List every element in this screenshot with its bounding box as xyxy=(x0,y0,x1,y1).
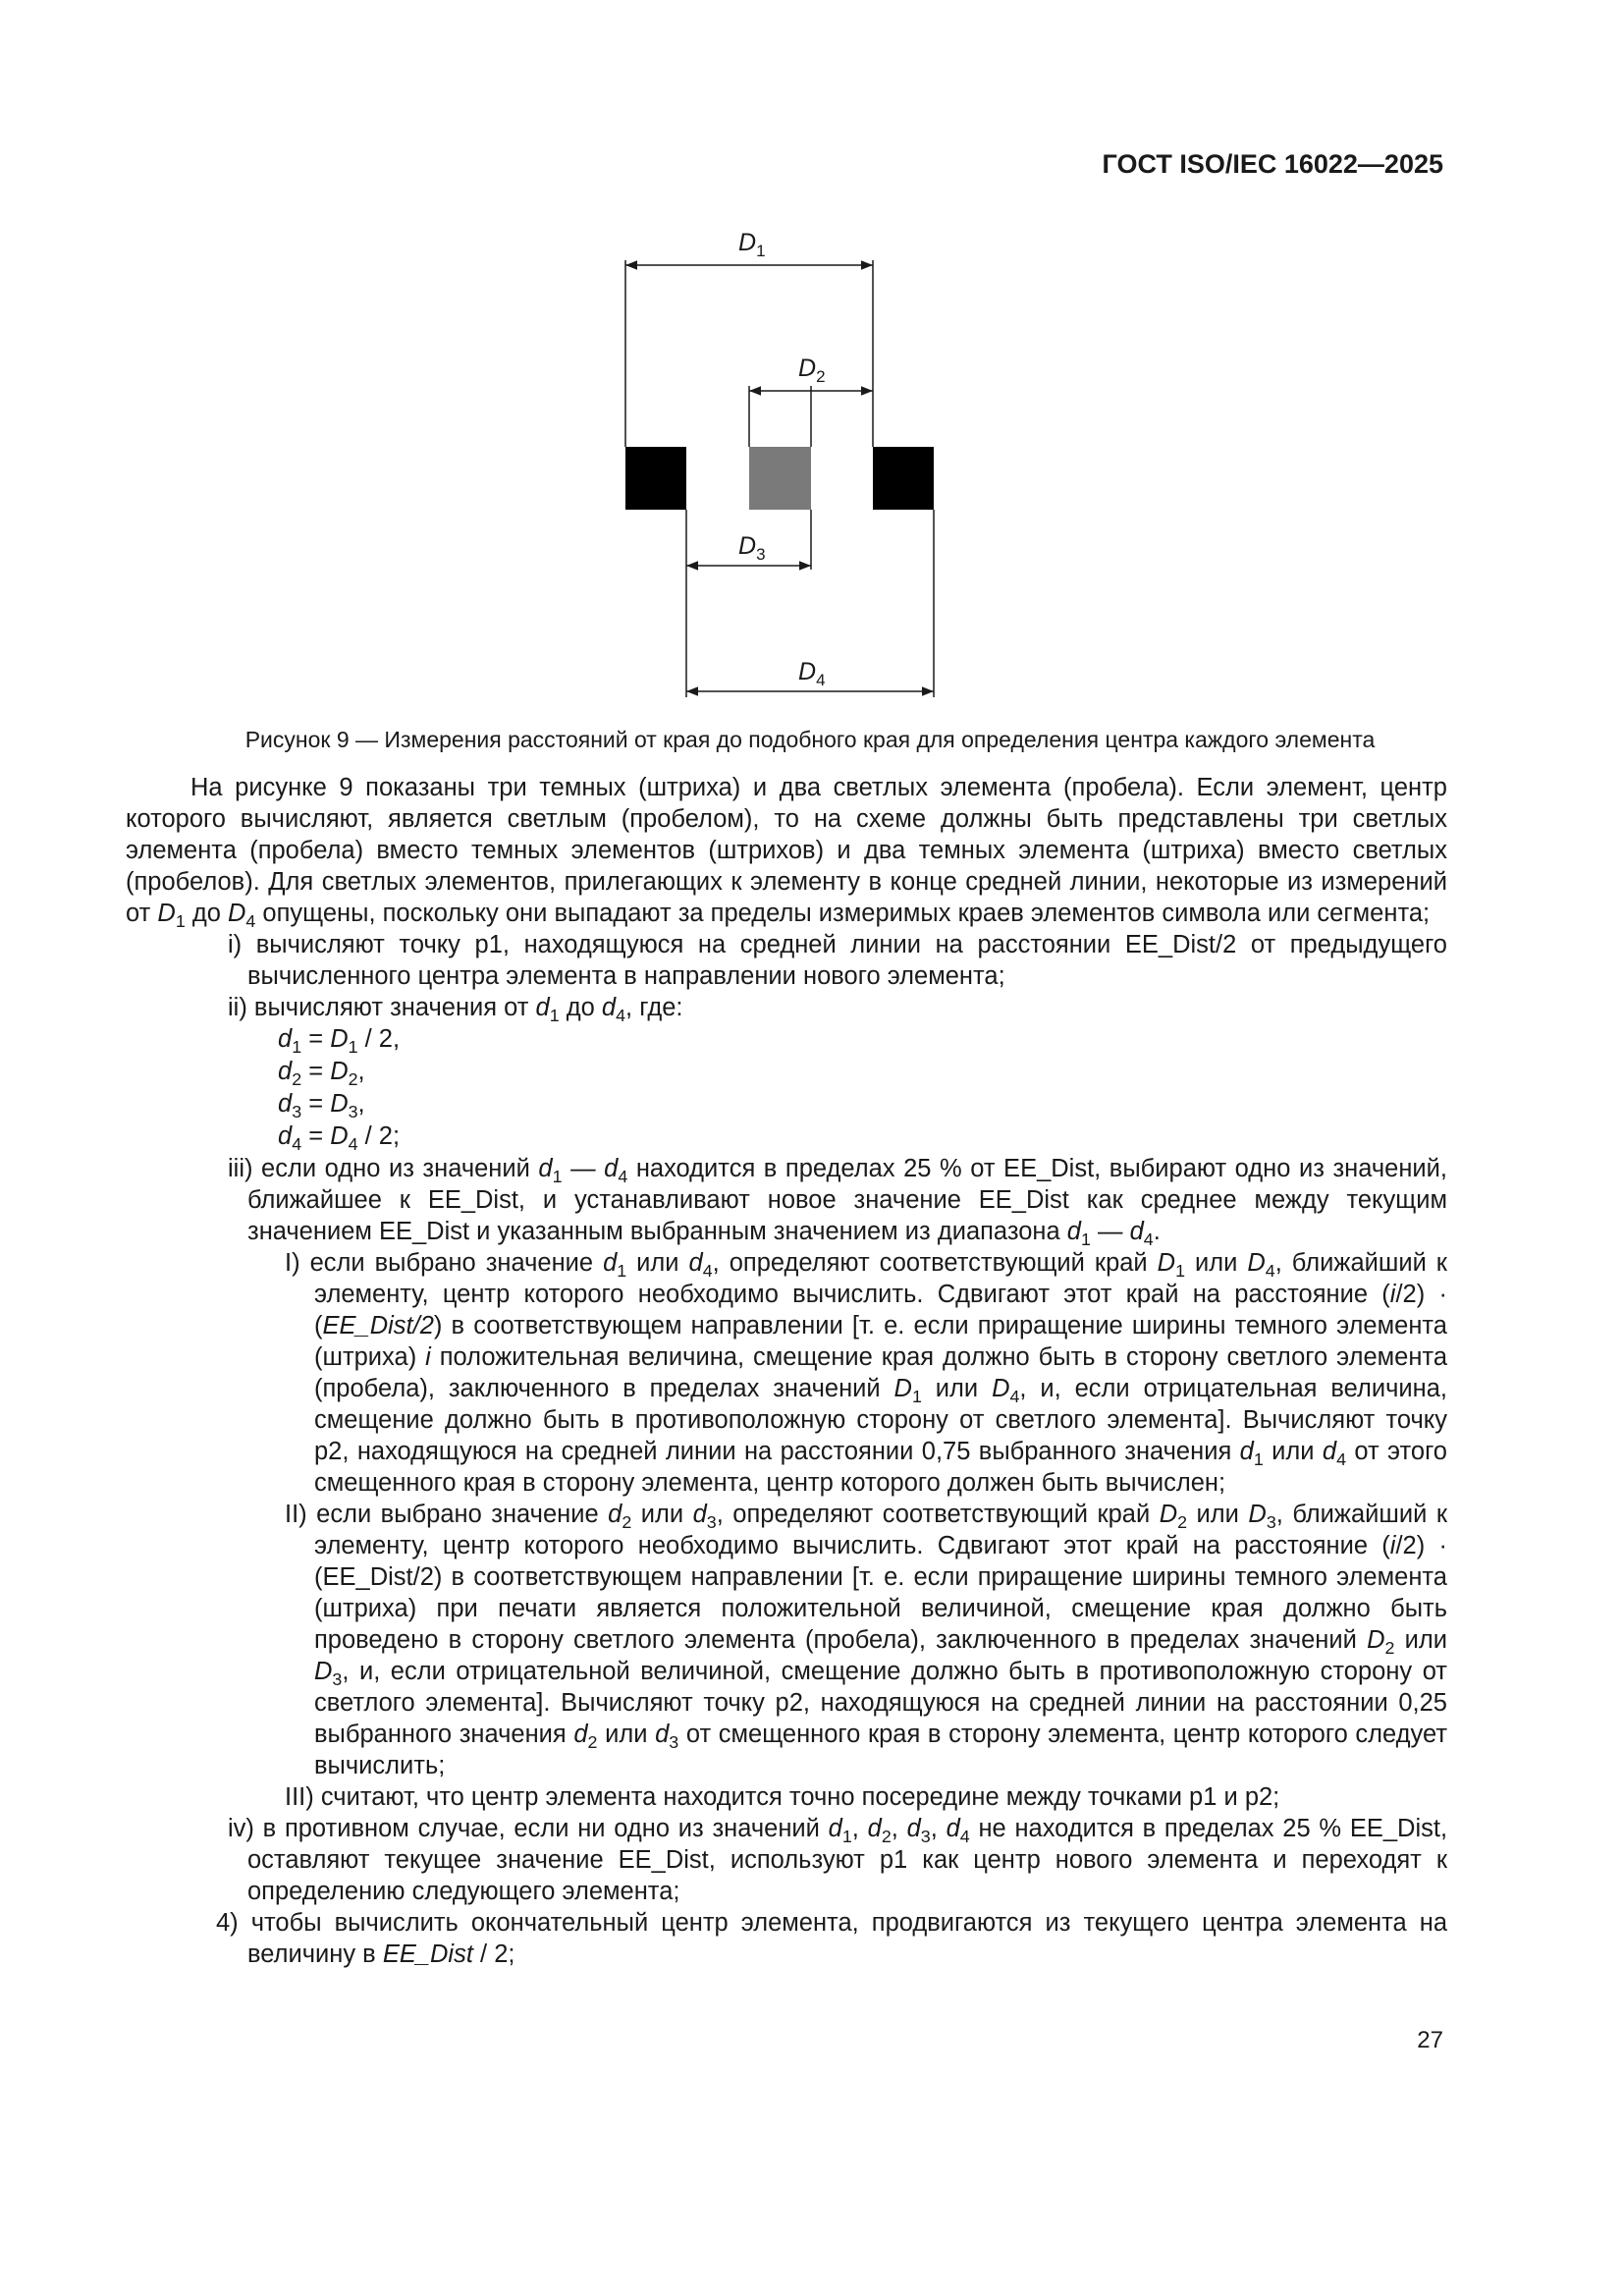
formula-d1: $d_1 = D_1 / 2$, xyxy=(278,1025,401,1058)
document-header: ГОСТ ISO/IEC 16022—2025 xyxy=(1102,149,1443,179)
formula-d4: $d_4 = D_4 / 2$; xyxy=(278,1122,401,1155)
dark-element-left xyxy=(625,447,686,510)
dark-element-right xyxy=(873,447,934,510)
list-item-iii: iii) если одно из значений $d_1$ — $d_4$ находится в пределах 25 % от EE_Dist, выбирают одно из значений, ближайшее к EE_Dist, и устанавливают новое значение EE_Dist как среднее между текущим значением EE_Dist и указанным выбранным значением из диапазона $d_1$ — $d_4$. xyxy=(228,1155,1447,1250)
body-text xyxy=(126,772,1447,1970)
light-element-center xyxy=(749,447,811,510)
label-d2: $D_2$ xyxy=(798,355,826,386)
formula-d2: $d_2 = D_2$, xyxy=(278,1058,365,1090)
figure-caption: Рисунок 9 — Измерения расстояний от края до подобного края для определения центра каждого элемента xyxy=(244,727,1376,752)
label-d3: $D_3$ xyxy=(738,532,766,564)
list-item-4: 4) чтобы вычислить окончательный центр элемента, продвигаются из текущего центра элемента на величину в EE_Dist / 2; xyxy=(216,1909,1447,1968)
list-item-iv: iv) в противном случае, если ни одно из значений $d_1$, $d_2$, $d_3$, $d_4$ не находится в пределах 25 % EE_Dist, оставляют текущее значение EE_Dist, используют р1 как центр нового элемента и переходят к определению следующего элемента; xyxy=(228,1815,1448,1905)
list-item-II: II) если выбрано значение $d_2$ или $d_3$, определяют соответствующий край $D_2$ или $D_3$, ближайший к элементу, центр которого необходимо вычислить. Сдвигают этот край на расстояние (i/2) · (EE_Dist/2) в соответствующем направлении [т. е. если приращение ширины темного элемента (штриха) при печати является положительной величиной, смещение края должно быть проведено в сторону светлого элемента (пробела), заключенного в пределах значений $D_2$ или $D_3$, и, если отрицательной величиной, смещение должно быть в противоположную сторону от светлого элемента]. Вычисляют точку р2, находящуюся на средней линии на расстоянии 0,25 выбранного значения $d_2$ или $d_3$ от смещенного края в сторону элемента, центр которого следует вычислить; xyxy=(285,1501,1447,1779)
label-d4: $D_4$ xyxy=(798,658,826,689)
formula-d3: $d_3 = D_3$, xyxy=(278,1090,365,1122)
list-item-ii: ii) вычисляют значения от $d_1$ до $d_4$, где: xyxy=(228,994,683,1026)
label-d1: $D_1$ xyxy=(738,229,766,260)
page-number: 27 xyxy=(1417,2027,1443,2053)
list-item-i: i) вычисляют точку р1, находящуюся на средней линии на расстоянии EE_Dist/2 от предыдущего вычисленного центра элемента в направлении нового элемента; xyxy=(228,931,1447,990)
figure-9-diagram xyxy=(0,0,1623,717)
list-item-III: III) считают, что центр элемента находится точно посередине между точками р1 и р2; xyxy=(285,1783,1280,1811)
list-item-I: I) если выбрано значение $d_1$ или $d_4$, определяют соответствующий край $D_1$ или $D_4$, ближайший к элементу, центр которого необходимо вычислить. Сдвигают этот край на расстояние (i/2) · (EE_Dist/2) в соответствующем направлении [т. е. если приращение ширины темного элемента (штриха) i положительная величина, смещение края должно быть в сторону светлого элемента (пробела), заключенного в пределах значений $D_1$ или $D_4$, и, если отрицательная величина, смещение должно быть в противоположную сторону от светлого элемента]. Вычисляют точку р2, находящуюся на средней линии на расстоянии 0,75 выбранного значения $d_1$ или $d_4$ от этого смещенного края в сторону элемента, центр которого должен быть вычислен; xyxy=(285,1249,1447,1497)
paragraph-intro: На рисунке 9 показаны три темных (штриха) и два светлых элемента (пробела). Если элемент, центр которого вычисляют, является светлым (пробелом), то на схеме должны быть представлены три светлых элемента (пробела) вместо темных элементов (штрихов) и два темных элемента (штриха) вместо светлых (пробелов). Для светлых элементов, прилегающих к элементу в конце средней линии, некоторые из измерений от $D_1$ до $D_4$ опущены, поскольку они выпадают за пределы измеримых краев элементов символа или сегмента; xyxy=(126,774,1447,932)
